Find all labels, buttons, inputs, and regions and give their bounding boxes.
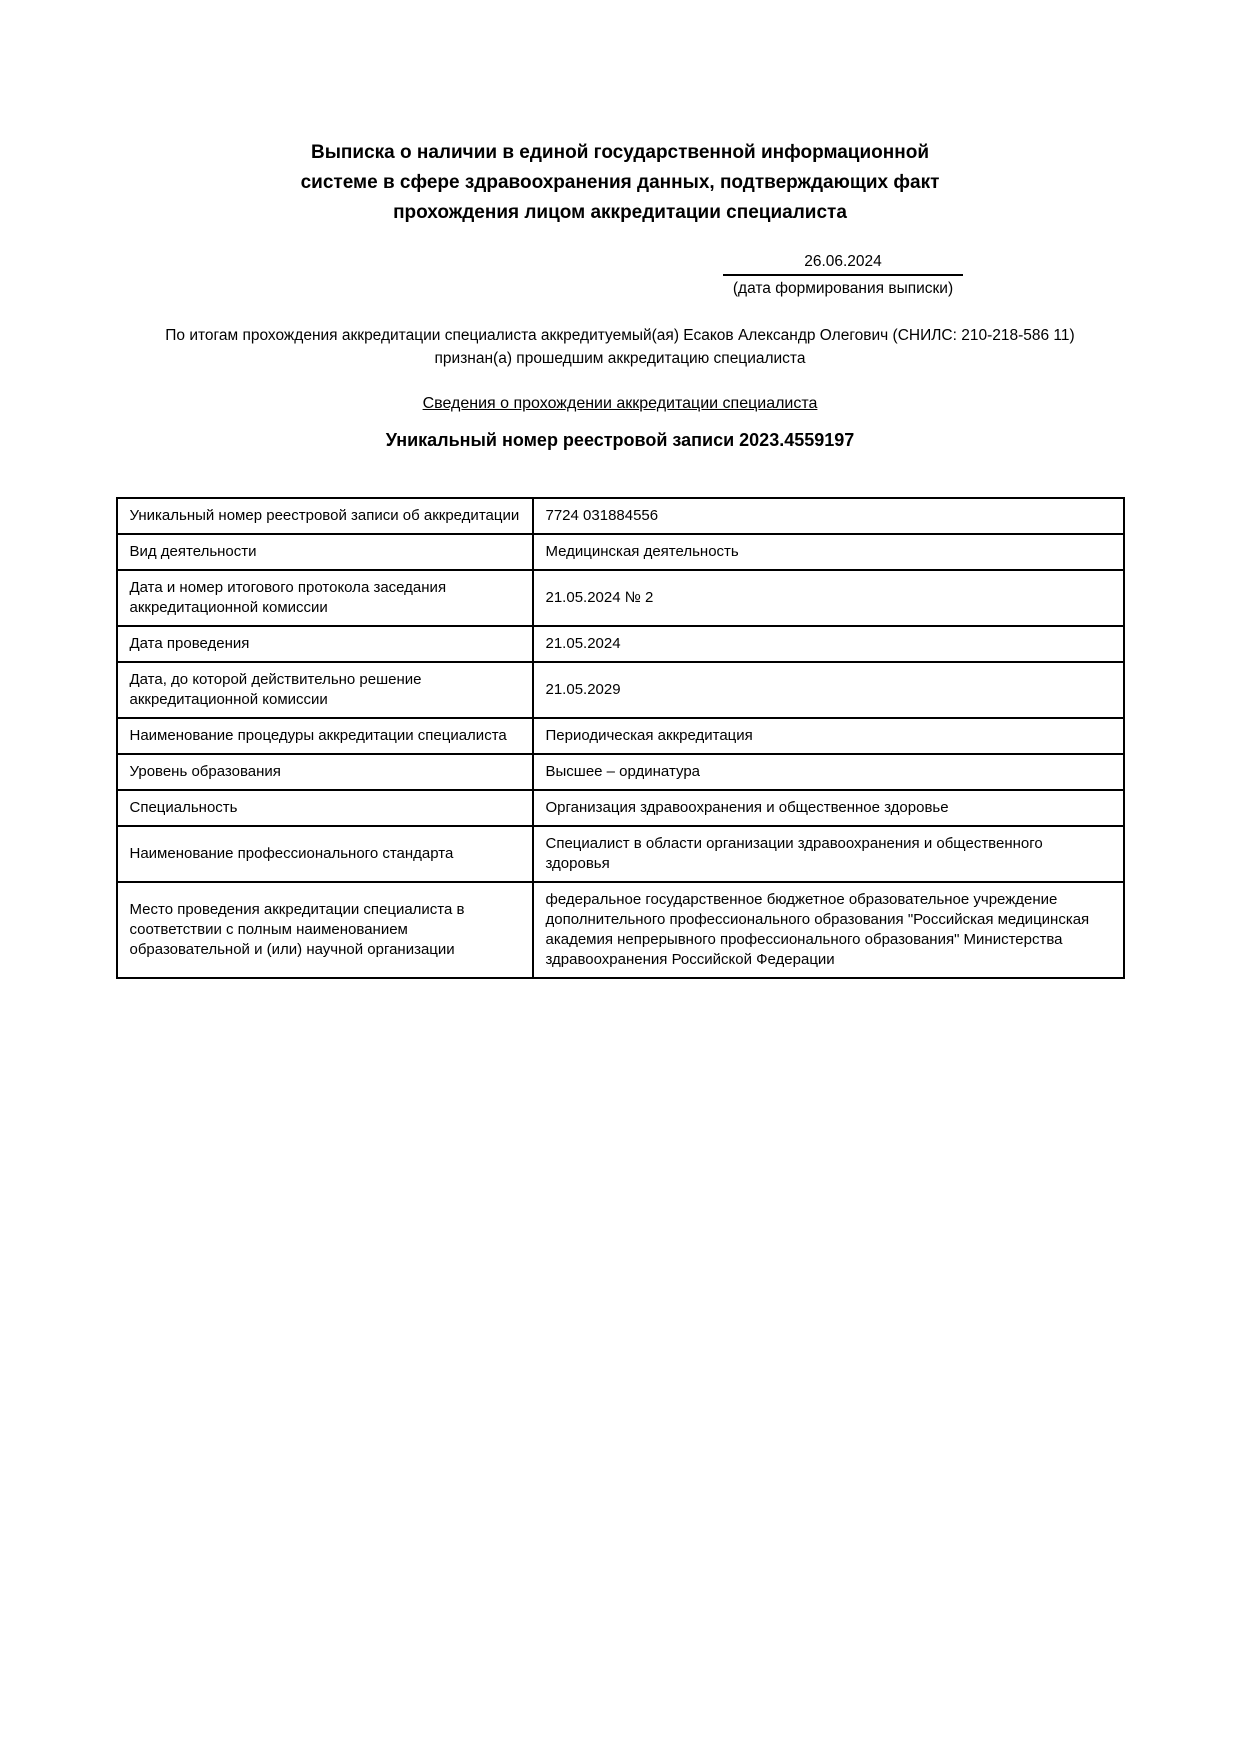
table-row (117, 498, 1124, 534)
row-label: Специальность (117, 790, 533, 826)
table-row (117, 790, 1124, 826)
accreditation-details-table (116, 497, 1125, 979)
row-label: Дата проведения (117, 626, 533, 662)
row-value: 21.05.2024 № 2 (533, 570, 1124, 626)
document-title-line-2: системе в сфере здравоохранения данных, подтверждающих факт (300, 172, 940, 193)
row-label: Уникальный номер реестровой записи об аккредитации (117, 498, 533, 534)
row-label: Дата и номер итогового протокола заседания аккредитационной комиссии (117, 570, 533, 626)
intro-paragraph (115, 324, 1125, 370)
row-label: Дата, до которой действительно решение аккредитационной комиссии (117, 662, 533, 718)
accreditation-table-body (117, 498, 1124, 978)
row-value: 21.05.2029 (533, 662, 1124, 718)
document-content (115, 0, 1125, 979)
extract-date-block (723, 252, 963, 298)
intro-line-2: признан(а) прошедшим аккредитацию специалиста (434, 350, 806, 367)
table-row (117, 662, 1124, 718)
row-label: Наименование профессионального стандарта (117, 826, 533, 882)
extract-date: 26.06.2024 (723, 252, 963, 276)
row-label: Уровень образования (117, 754, 533, 790)
document-title-line-3: прохождения лицом аккредитации специалиста (393, 202, 847, 223)
row-label: Наименование процедуры аккредитации специалиста (117, 718, 533, 754)
row-value: Периодическая аккредитация (533, 718, 1124, 754)
section-heading: Сведения о прохождении аккредитации специалиста (422, 395, 818, 412)
document-title-line-1: Выписка о наличии в единой государственной информационной (310, 142, 930, 163)
intro-line-1: По итогам прохождения аккредитации специалиста аккредитуемый(ая) Есаков Александр Олегович (СНИЛС: 210-218-586 11) (165, 327, 1075, 344)
row-value: Высшее – ординатура (533, 754, 1124, 790)
row-value: Специалист в области организации здравоохранения и общественного здоровья (533, 826, 1124, 882)
table-row (117, 754, 1124, 790)
table-row (117, 882, 1124, 978)
row-value: 21.05.2024 (533, 626, 1124, 662)
document-title (115, 138, 1125, 228)
table-row (117, 626, 1124, 662)
row-value: Организация здравоохранения и общественное здоровье (533, 790, 1124, 826)
extract-date-caption: (дата формирования выписки) (732, 280, 954, 297)
row-value: Медицинская деятельность (533, 534, 1124, 570)
registry-number-heading: Уникальный номер реестровой записи 2023.4559197 (385, 430, 855, 450)
row-label: Вид деятельности (117, 534, 533, 570)
table-row (117, 534, 1124, 570)
table-row (117, 570, 1124, 626)
row-label: Место проведения аккредитации специалиста в соответствии с полным наименованием образовательной и (или) научной организации (117, 882, 533, 978)
table-row (117, 718, 1124, 754)
row-value: федеральное государственное бюджетное образовательное учреждение дополнительного профессионального образования "Российская медицинская академия непрерывного профессионального образования" Министерства здравоохранения Российской Федерации (533, 882, 1124, 978)
row-value: 7724 031884556 (533, 498, 1124, 534)
table-row (117, 826, 1124, 882)
